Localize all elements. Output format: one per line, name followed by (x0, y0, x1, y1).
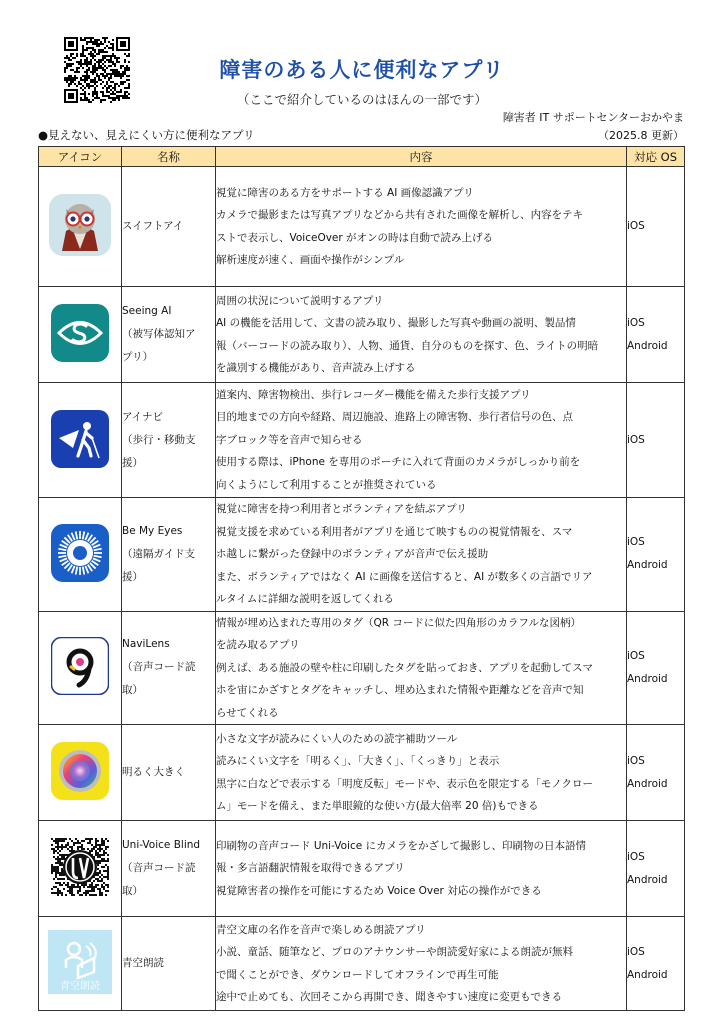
description-line: 使用する際は、iPhone を専用のポーチに入れて背面のカメラがしっかり前を (216, 456, 581, 469)
description-line: カメラで撮影または写真アプリなどから共有された画像を解析し、内容をテキ (216, 209, 584, 221)
description-line: 印刷物の音声コード Uni-Voice にカメラをかざして撮影し、印刷物の日本語情 (216, 839, 587, 852)
os-label: Android (627, 968, 668, 981)
description-line: ストで表示し、VoiceOver がオンの時は自動で読み上げる (216, 231, 494, 244)
walking-person-icon (51, 410, 109, 471)
description-line: 情報が埋め込まれた専用のタグ（QR コードに似た四角形のカラフルな図柄） (216, 616, 581, 629)
supported-os-cell (627, 167, 685, 287)
os-label: iOS (627, 850, 645, 863)
app-name-line: （歩行・移動支 (122, 433, 196, 446)
app-table (38, 146, 685, 1011)
table-row (39, 167, 685, 287)
description-line: 読みにくい文字を「明るく」、「大きく」、「くっきり」と表示 (216, 755, 500, 767)
column-header-content: 内容 (216, 147, 627, 167)
page-subtitle: （ここで紹介しているのはほんの一部です） (236, 92, 487, 107)
app-description-cell (216, 611, 627, 725)
description-line: 字ブロック等を音声で知らせる (216, 433, 363, 446)
description-line: 黒字に白などで表示する「明度反転」モードや、表示色を限定する「モノクロー (216, 777, 593, 790)
description-line: を読み取るアプリ (216, 639, 300, 651)
app-name-line: （遠隔ガイド支 (122, 547, 196, 560)
description-line: ム」モードを備え、また単眼鏡的な使い方(最大倍率 20 倍)もできる (216, 800, 539, 812)
app-name-line: プリ） (122, 351, 154, 363)
page-title: 障害のある人に便利なアプリ (219, 58, 505, 82)
app-name-line: （音声コード読 (122, 862, 196, 874)
app-name-line: Seeing AI (122, 305, 172, 317)
description-line: を識別する機能があり、音声読み上げする (216, 362, 416, 374)
app-name-line: 援） (122, 456, 143, 469)
icon-cell (39, 611, 122, 725)
icon-cell (39, 917, 122, 1011)
description-line: らせてくれる (216, 706, 279, 719)
os-label: Android (627, 777, 668, 790)
icon-cell (39, 167, 122, 287)
organization-name: 障害者 IT サポートセンターおかやま (502, 111, 684, 124)
description-line: 視覚支援を求めている利用者がアプリを通じて映すものの視覚情報を、スマ (216, 525, 573, 538)
table-row (39, 383, 685, 498)
app-name-cell (122, 287, 216, 383)
description-line: ホ越しに繋がった登録中のボランティアが音声で伝え援助 (216, 548, 489, 560)
description-line: 報・多言語翻訳情報を取得できるアプリ (216, 862, 405, 875)
app-name-cell (122, 498, 216, 612)
app-name-cell (122, 725, 216, 821)
os-label: Android (627, 873, 668, 886)
os-label: Android (627, 672, 668, 685)
supported-os-cell (627, 611, 685, 725)
os-label: iOS (627, 316, 645, 329)
app-description-cell (216, 287, 627, 383)
table-row (39, 917, 685, 1011)
description-line: 目的地までの方向や経路、周辺施設、進路上の障害物、歩行者信号の色、点 (216, 411, 573, 424)
app-name-line: アイナビ (122, 410, 164, 423)
description-line: 向くようにして利用することが推奨されている (216, 478, 437, 491)
be-my-eyes-icon (51, 524, 109, 585)
table-row (39, 498, 685, 612)
app-description-cell (216, 725, 627, 821)
uni-voice-icon (51, 838, 109, 899)
app-name-cell (122, 611, 216, 725)
table-header-row (39, 147, 685, 167)
app-name-line: Be My Eyes (122, 524, 183, 537)
os-label: iOS (627, 754, 645, 767)
column-header-os: 対応 OS (627, 147, 685, 167)
description-line: 視覚障害者の操作を可能にするため Voice Over 対応の操作ができる (216, 884, 542, 897)
os-label: Android (627, 339, 668, 352)
supported-os-cell (627, 498, 685, 612)
description-line: 小さな文字が読みにくい人のための読字補助ツール (216, 732, 458, 745)
supported-os-cell (627, 725, 685, 821)
os-label: iOS (627, 536, 645, 549)
app-name-line: スイフトアイ (122, 220, 184, 232)
app-description-cell (216, 917, 627, 1011)
supported-os-cell (627, 821, 685, 917)
table-row (39, 611, 685, 725)
description-line: ルタイムに詳細な説明を返してくれる (216, 593, 394, 605)
app-description-cell (216, 383, 627, 498)
magnifier-color-wheel-icon (51, 742, 109, 803)
column-header-name: 名称 (122, 147, 216, 167)
icon-cell (39, 498, 122, 612)
description-line: 視覚に障害を持つ利用者とボランティアを結ぶアプリ (216, 503, 467, 515)
column-header-icon: アイコン (39, 147, 122, 167)
section-heading: ●見えない、見えにくい方に便利なアプリ (38, 128, 255, 142)
app-name-line: 明るく大きく (122, 766, 185, 778)
navilens-icon (51, 637, 109, 698)
app-name-cell (122, 383, 216, 498)
description-line: 青空文庫の名作を音声で楽しめる朗読アプリ (216, 923, 426, 936)
os-label: iOS (627, 220, 645, 232)
app-name-line: （音声コード読 (122, 661, 196, 674)
icon-cell (39, 287, 122, 383)
updated-date: （2025.8 更新） (598, 129, 684, 142)
app-name-cell (122, 821, 216, 917)
description-line: 小説、童話、随筆など、プロのアナウンサーや朗読愛好家による朗読が無料 (216, 946, 573, 958)
description-line: 視覚に障害のある方をサポートする AI 画像認識アプリ (216, 186, 474, 199)
app-name-line: 青空朗読 (122, 957, 164, 969)
seeing-ai-icon (51, 304, 109, 365)
description-line: AI の機能を活用して、文書の読み取り、撮影した写真や動画の説明、製品情 (216, 317, 576, 329)
supported-os-cell (627, 287, 685, 383)
os-label: iOS (627, 433, 645, 446)
description-line: 例えば、ある施設の壁や柱に印刷したタグを貼っておき、アプリを起動してスマ (216, 661, 593, 674)
app-name-cell (122, 917, 216, 1011)
table-row (39, 821, 685, 917)
app-description-cell (216, 167, 627, 287)
table-row (39, 725, 685, 821)
icon-cell (39, 383, 122, 498)
owl-robot-app-icon (48, 193, 112, 260)
app-name-line: NaviLens (122, 638, 170, 651)
app-name-line: 取） (122, 684, 143, 697)
supported-os-cell (627, 383, 685, 498)
description-line: ホを宙にかざすとタグをキャッチし、埋め込まれた情報や距離などを音声で知 (216, 684, 584, 696)
description-line: 周囲の状況について説明するアプリ (216, 294, 384, 307)
app-description-cell (216, 498, 627, 612)
icon-cell (39, 725, 122, 821)
os-label: Android (627, 559, 668, 572)
description-line: 報（バーコードの読み取り）、人物、通貨、自分のものを探す、色、ライトの明暗 (216, 339, 599, 352)
description-line: また、ボランティアではなく AI に画像を送信すると、AI が数多くの言語でリア (216, 570, 593, 583)
app-name-line: Uni-Voice Blind (122, 839, 201, 851)
app-name-line: 取） (122, 885, 143, 897)
description-line: 途中で止めても、次回そこから再開でき、聞きやすい速度に変更もできる (216, 991, 563, 1003)
app-name-line: 援） (122, 570, 143, 583)
app-description-cell (216, 821, 627, 917)
supported-os-cell (627, 917, 685, 1011)
description-line: 道案内、障害物検出、歩行レコーダー機能を備えた歩行支援アプリ (216, 388, 531, 401)
aozora-reading-icon (48, 930, 112, 997)
description-line: 解析速度が速く、画面や操作がシンプル (216, 254, 405, 266)
app-name-line: （被写体認知ア (122, 328, 196, 340)
table-row (39, 287, 685, 383)
app-name-cell (122, 167, 216, 287)
description-line: で聞くことができ、ダウンロードしてオフラインで再生可能 (216, 968, 499, 981)
os-label: iOS (627, 945, 645, 958)
icon-label: 青空朗読 (60, 981, 100, 992)
os-label: iOS (627, 649, 645, 662)
icon-cell (39, 821, 122, 917)
